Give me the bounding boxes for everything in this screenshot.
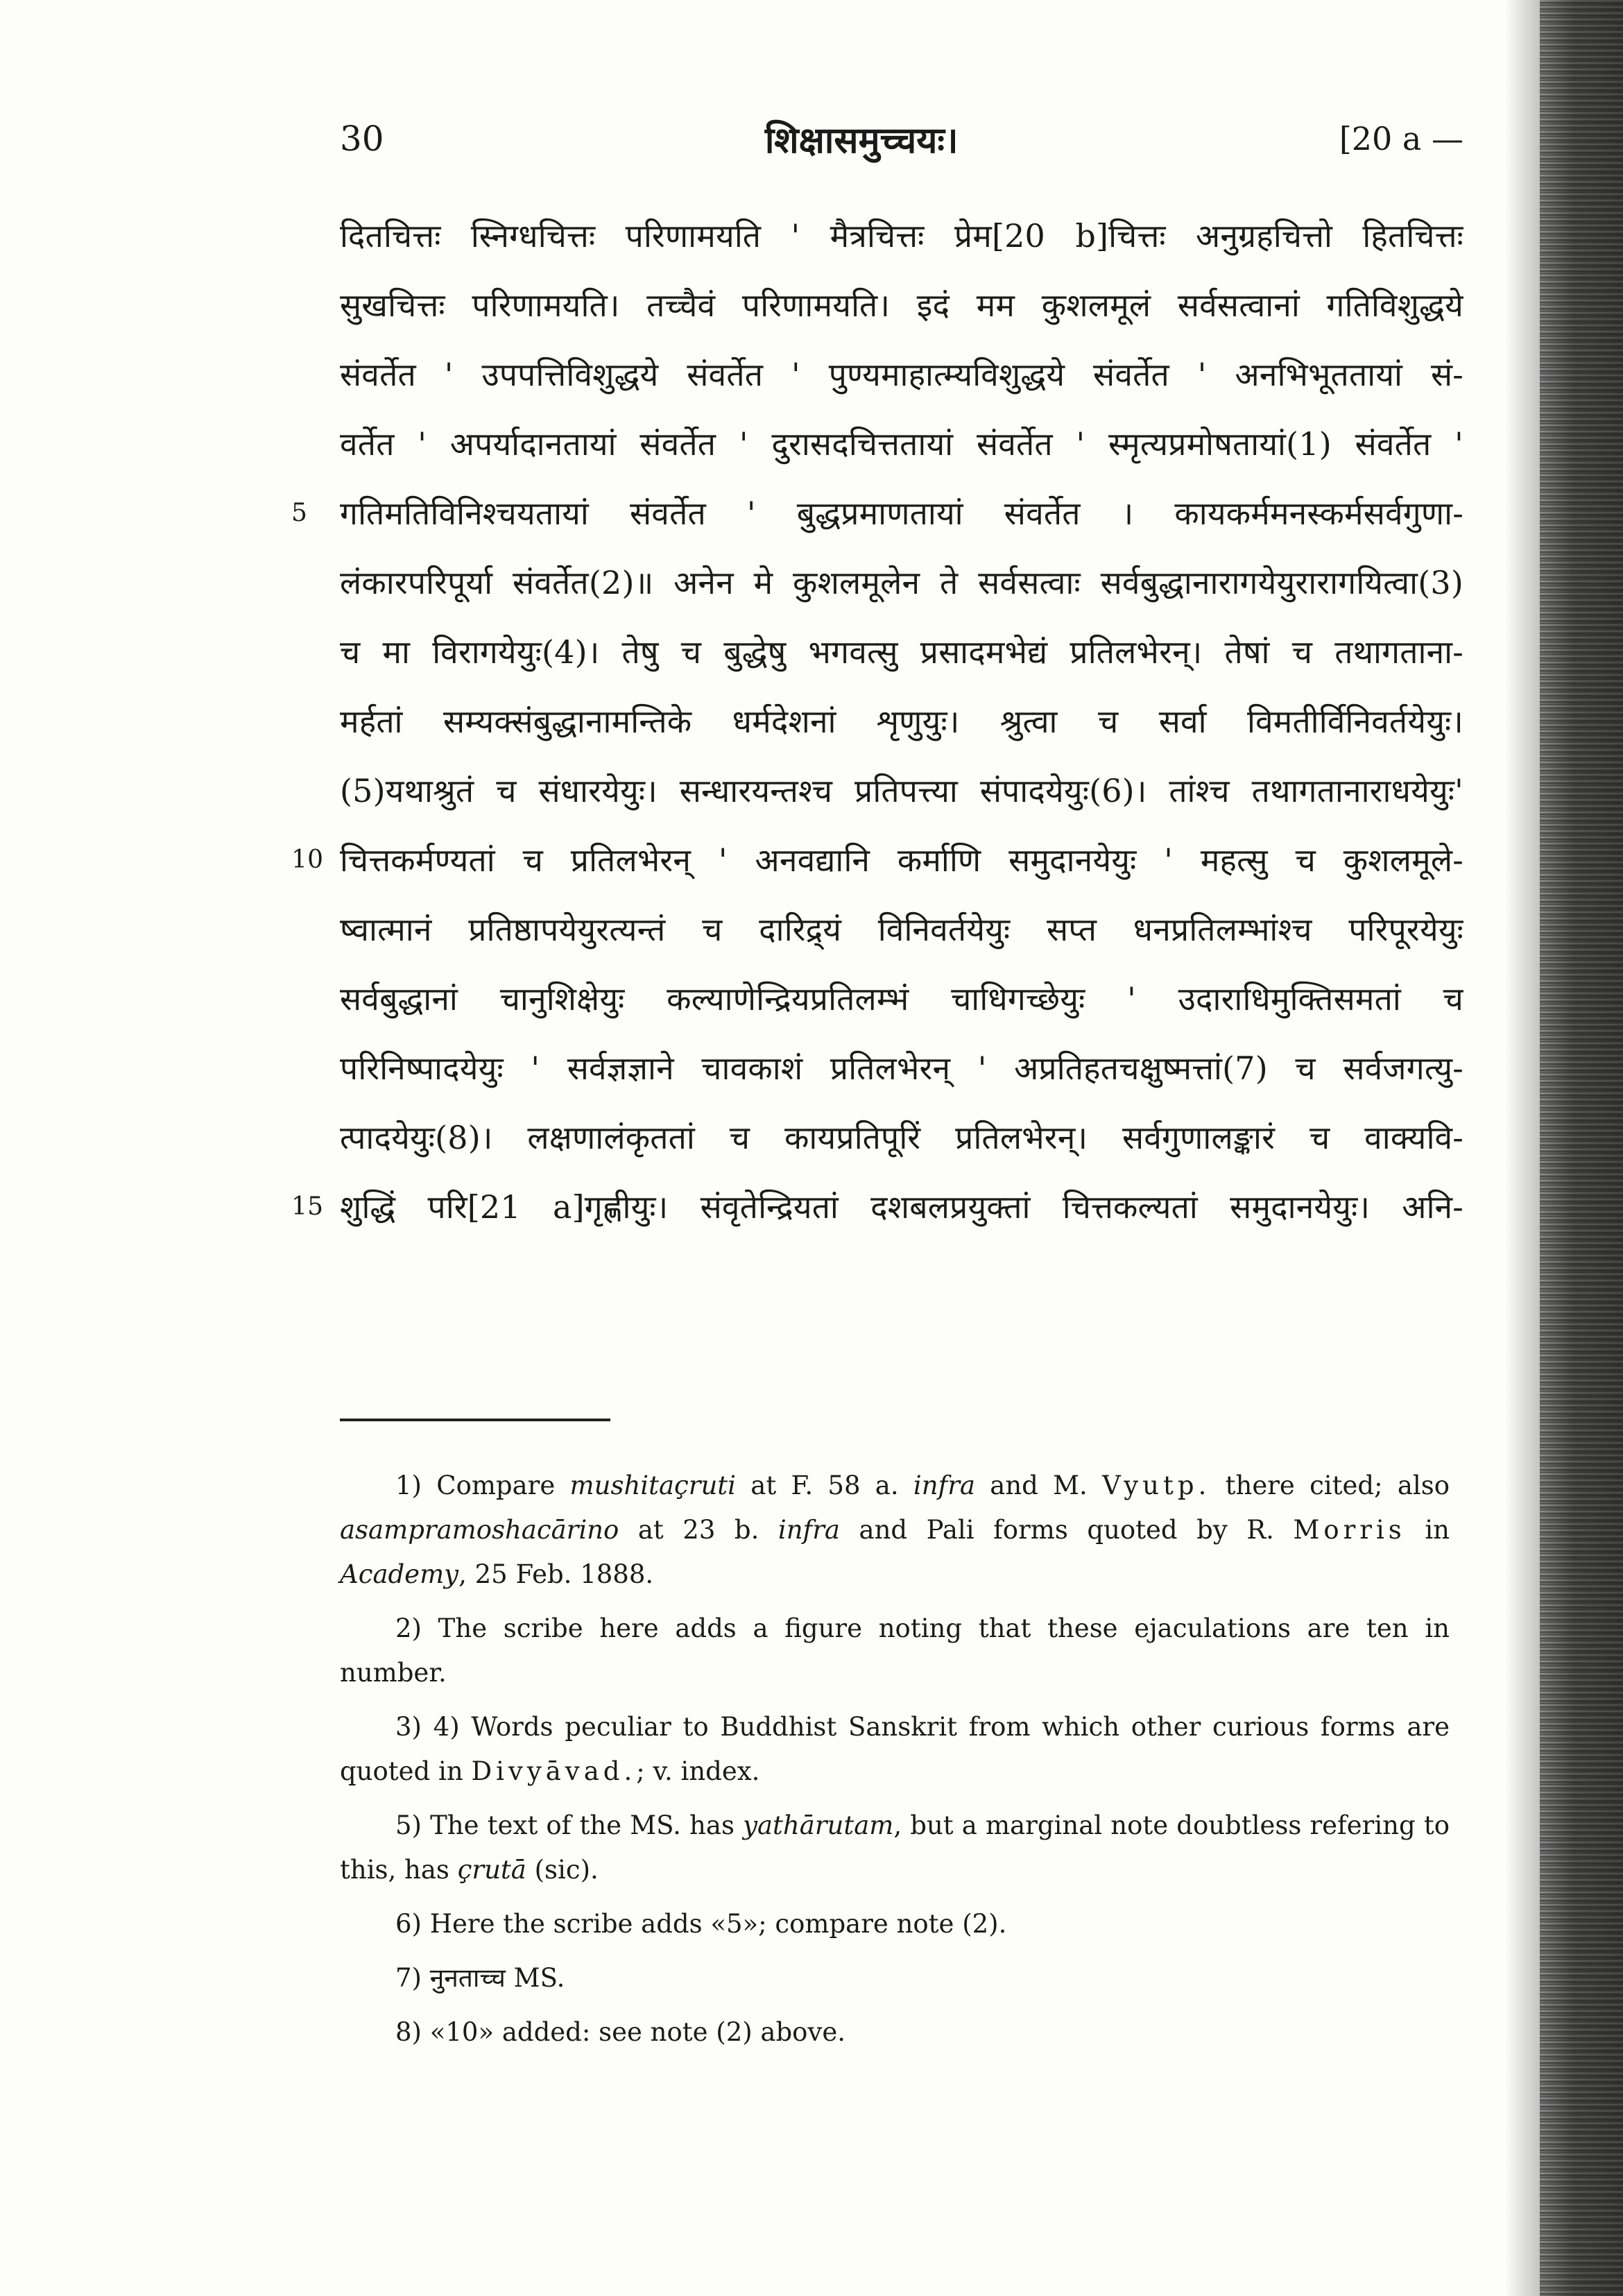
page-header bbox=[340, 111, 1463, 166]
footnote-text: at F. 58 a. bbox=[735, 1471, 913, 1500]
footnote-text: çrutā bbox=[457, 1855, 526, 1885]
footnotes-block bbox=[340, 1464, 1450, 2064]
text-line bbox=[340, 409, 1463, 479]
text-line bbox=[340, 1103, 1463, 1172]
footnote-text: ; v. index. bbox=[636, 1756, 760, 1786]
line-text: मर्हतां सम्यक्संबुद्धानामन्तिके धर्मदेशनां शृणुयुः। श्रुत्वा च सर्वा विमतीर्विनिवर्तयेयुः। bbox=[340, 703, 1463, 740]
text-line bbox=[340, 756, 1463, 825]
footnote-text: there cited; also bbox=[1210, 1471, 1450, 1500]
footnote-text: infra bbox=[778, 1515, 840, 1545]
scan-edge-fade bbox=[1505, 0, 1540, 2296]
text-line bbox=[340, 687, 1463, 756]
page-number: 30 bbox=[340, 119, 384, 159]
text-line bbox=[291, 825, 1463, 895]
text-line bbox=[340, 1034, 1463, 1103]
text-line bbox=[340, 548, 1463, 617]
line-text: त्पादयेयुः(8)। लक्षणालंकृततां च कायप्रतिपूरिं प्रतिलभेरन्। सर्वगुणालङ्कारं च वाक्यवि- bbox=[340, 1119, 1463, 1156]
line-text: (5)यथाश्रुतं च संधारयेयुः। सन्धारयन्तश्च प्रतिपत्त्या संपादयेयुः(6)। तांश्च तथागतानाराधयेयुः' bbox=[340, 772, 1463, 809]
line-number: 15 bbox=[291, 1192, 324, 1221]
footnote-text: 2) The scribe here adds a figure noting that these ejaculations are ten in number. bbox=[340, 1613, 1450, 1688]
footnote bbox=[340, 1804, 1450, 1892]
sanskrit-text-block bbox=[291, 201, 1463, 1242]
line-number: 10 bbox=[291, 846, 324, 874]
line-text: लंकारपरिपूर्या संवर्तेत(2)॥ अनेन मे कुशलमूलेन ते सर्वसत्वाः सर्वबुद्धानारागयेयुरारागयित्वा(3) bbox=[340, 564, 1463, 601]
text-line bbox=[340, 340, 1463, 409]
text-line bbox=[340, 201, 1463, 271]
line-text: शुद्धिं परि[21 a]गृह्णीयुः। संवृतेन्द्रियतां दशबलप्रयुक्तां चित्तकल्यतां समुदानयेयुः। अनि- bbox=[340, 1188, 1463, 1226]
footnote bbox=[340, 1607, 1450, 1695]
footnote-rule bbox=[340, 1419, 610, 1421]
footnote-text: , but a marginal note doubtless refering to this, has bbox=[340, 1810, 1450, 1885]
footnote-text: 5) The text of the MS. has bbox=[395, 1810, 744, 1840]
footnote-text: yathārutam bbox=[743, 1810, 894, 1840]
footnote-text: Academy bbox=[340, 1559, 459, 1589]
line-text: सुखचित्तः परिणामयति। तच्चैवं परिणामयति। इदं मम कुशलमूलं सर्वसत्वानां गतिविशुद्धये bbox=[340, 286, 1463, 324]
footnote-text: 8) «10» added: see note (2) above. bbox=[395, 2017, 846, 2047]
line-number: 5 bbox=[291, 499, 308, 527]
footnote bbox=[340, 1902, 1450, 1946]
footnote-text: 7) नुनताच्च MS. bbox=[395, 1963, 565, 1993]
page-reference: [20 a — bbox=[1339, 120, 1463, 157]
footnote bbox=[340, 2010, 1450, 2055]
line-text: परिनिष्पादयेयुः ' सर्वज्ञज्ञाने चावकाशं प्रतिलभेरन् ' अप्रतिहतचक्षुष्मत्तां(7) च सर्वजगत्यु- bbox=[340, 1050, 1463, 1087]
footnote bbox=[340, 1464, 1450, 1597]
footnote-text: Vyutp. bbox=[1102, 1471, 1211, 1500]
line-text: सर्वबुद्धानां चानुशिक्षेयुः कल्याणेन्द्रियप्रतिलम्भं चाधिगच्छेयुः ' उदाराधिमुक्तिसमतां च bbox=[340, 980, 1463, 1018]
footnote-text: in bbox=[1405, 1515, 1450, 1545]
text-line bbox=[291, 479, 1463, 548]
footnote-text: Divyāvad. bbox=[471, 1756, 637, 1786]
footnote-text: 6) Here the scribe adds «5»; compare note (2). bbox=[395, 1909, 1007, 1939]
footnote-text: at 23 b. bbox=[619, 1515, 778, 1545]
text-line bbox=[340, 617, 1463, 687]
line-text: संवर्तेत ' उपपत्तिविशुद्धये संवर्तेत ' पुण्यमाहात्म्यविशुद्धये संवर्तेत ' अनभिभूततायां सं- bbox=[340, 356, 1463, 393]
footnote-text: 3) 4) Words peculiar to Buddhist Sanskrit from which other curious forms are quoted in bbox=[340, 1712, 1450, 1786]
footnote-text: infra bbox=[913, 1471, 975, 1500]
text-line bbox=[340, 964, 1463, 1034]
line-text: दितचित्तः स्निग्धचित्तः परिणामयति ' मैत्रचित्तः प्रेम[20 b]चित्तः अनुग्रहचित्तो हितचित्तः bbox=[340, 217, 1463, 255]
text-line bbox=[291, 1172, 1463, 1242]
footnote-text: (sic). bbox=[526, 1855, 599, 1885]
footnote bbox=[340, 1705, 1450, 1794]
footnote-text: 1) Compare bbox=[395, 1471, 570, 1500]
line-text: ष्वात्मानं प्रतिष्ठापयेयुरत्यन्तं च दारिद्र्यं विनिवर्तयेयुः सप्त धनप्रतिलम्भांश्च परिपूरयेयुः bbox=[340, 911, 1463, 948]
running-title: शिक्षासमुच्चयः। bbox=[764, 119, 959, 162]
footnote-text: Morris bbox=[1293, 1515, 1406, 1545]
scan-edge-shadow bbox=[1540, 0, 1623, 2296]
footnote-text: and Pali forms quoted by R. bbox=[839, 1515, 1294, 1545]
line-text: वर्तेत ' अपर्यादानतायां संवर्तेत ' दुरासदचित्ततायां संवर्तेत ' स्मृत्यप्रमोषतायां(1) संवर्तेत ' bbox=[340, 425, 1463, 463]
footnote-text: , 25 Feb. 1888. bbox=[458, 1559, 654, 1589]
text-line bbox=[340, 895, 1463, 964]
footnote-text: and M. bbox=[975, 1471, 1103, 1500]
line-text: गतिमतिविनिश्चयतायां संवर्तेत ' बुद्धप्रमाणतायां संवर्तेत । कायकर्ममनस्कर्मसर्वगुणा- bbox=[340, 495, 1463, 532]
footnote-text: mushitaçruti bbox=[569, 1471, 736, 1500]
text-line bbox=[340, 271, 1463, 340]
line-text: च मा विरागयेयुः(4)। तेषु च बुद्धेषु भगवत्सु प्रसादमभेद्यं प्रतिलभेरन्। तेषां च तथागताना- bbox=[340, 633, 1463, 671]
line-text: चित्तकर्मण्यतां च प्रतिलभेरन् ' अनवद्यानि कर्माणि समुदानयेयुः ' महत्सु च कुशलमूले- bbox=[340, 841, 1463, 879]
footnote-text: asampramoshacārino bbox=[340, 1515, 619, 1545]
footnote bbox=[340, 1956, 1450, 2001]
